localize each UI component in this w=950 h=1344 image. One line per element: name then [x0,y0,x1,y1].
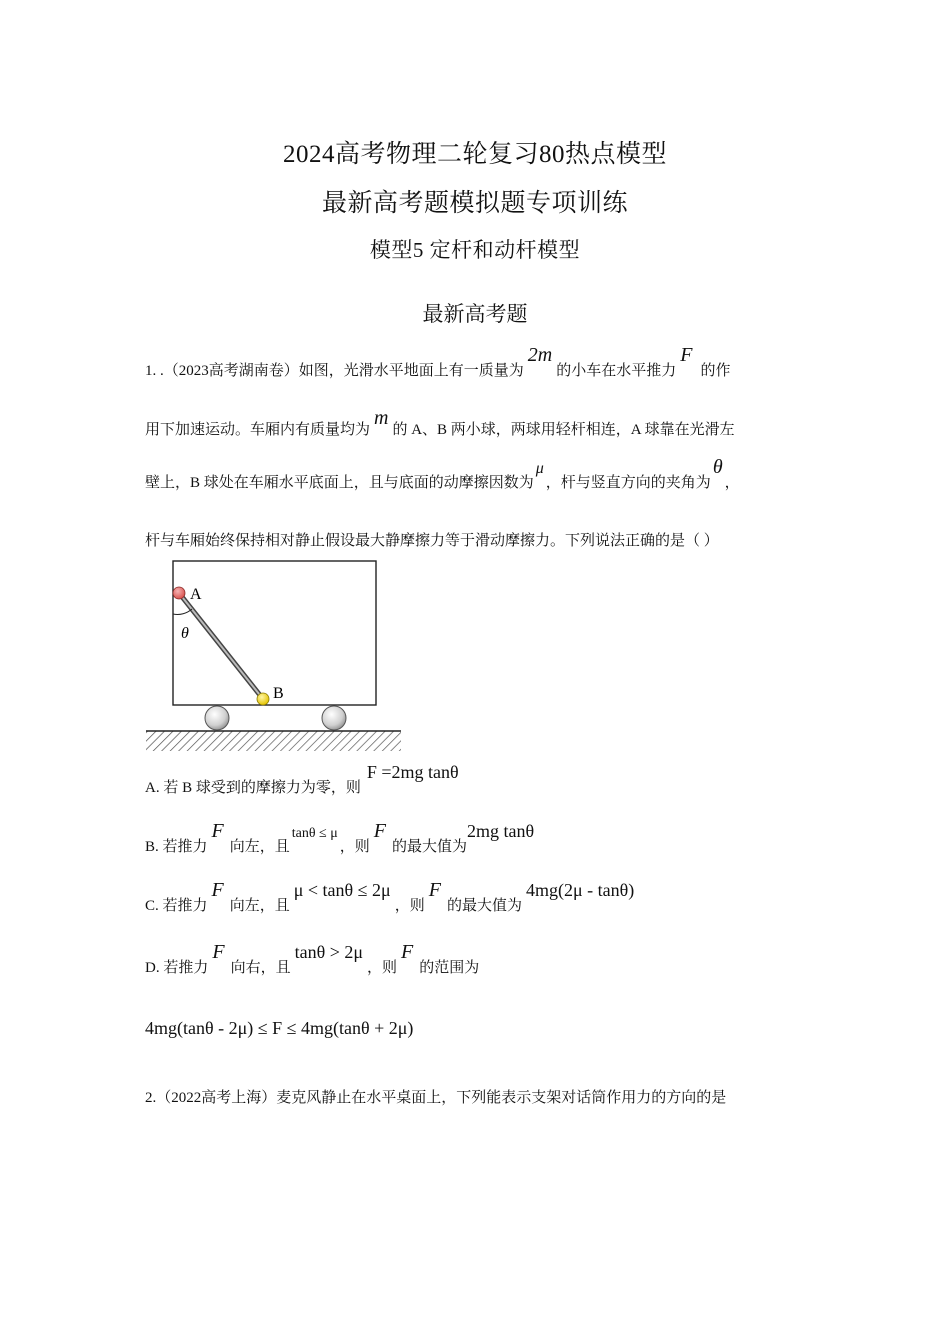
label-A: A [190,586,202,603]
ball-A [173,587,185,599]
section-heading: 最新高考题 [422,302,528,326]
option-C[interactable]: C. 若推力F向左，且μ < tanθ ≤ 2μ，则F的最大值为4mg(2μ - tanθ) [145,879,635,914]
right-wheel [322,706,346,730]
option-B[interactable]: B. 若推力F向左，且tanθ ≤ μ，则F的最大值为2mg tanθ [145,820,535,855]
subtitle: 最新高考题模拟题专项训练 [321,190,628,217]
label-theta: θ [181,625,189,642]
model-title: 模型5 定杆和动杆模型 [369,238,581,262]
option-B-condition: tanθ ≤ μ [291,826,338,841]
mass-2m: 2m [527,344,553,366]
main-title: 2024高考物理二轮复习80热点模型 [282,141,667,168]
force-F: F [680,344,693,366]
question-1-line-2: 用下加速运动。车厢内有质量均为m的 A、B 两小球，两球用轻杆相连，A 球靠在光滑左 [145,407,735,438]
angle-theta: θ [712,456,723,478]
option-B-formula: 2mg tanθ [467,821,535,841]
friction-coefficient-mu: μ [535,460,544,477]
cart-rod-figure [144,556,404,752]
ground-hatching [146,731,401,751]
option-C-formula: 4mg(2μ - tanθ) [525,880,635,900]
cart-body [173,561,376,705]
question-1-line-1: 1. .（2023高考湖南卷）如图，光滑水平地面上有一质量为2m的小车在水平推力F的作 [145,344,731,379]
question-2: 2.（2022高考上海）麦克风静止在水平桌面上，下列能表示支架对话筒作用力的方向的是 [145,1090,727,1106]
option-C-condition: μ < tanθ ≤ 2μ [293,880,391,900]
mass-m: m [374,407,389,429]
option-A-formula: F =2mg tanθ [366,762,459,782]
option-D-range-formula: 4mg(tanθ - 2μ) ≤ F ≤ 4mg(tanθ + 2μ) [145,1018,414,1038]
question-1-line-4: 杆与车厢始终保持相对静止假设最大静摩擦力等于滑动摩擦力。下列说法正确的是（ ） [145,533,719,549]
option-D[interactable]: D. 若推力F向右，且tanθ > 2μ，则F的范围为 [145,941,480,976]
question-1-line-3: 壁上，B 球处在车厢水平底面上，且与底面的动摩擦因数为μ，杆与竖直方向的夹角为θ， [145,456,740,491]
option-A[interactable]: A. 若 B 球受到的摩擦力为零，则F =2mg tanθ [145,762,459,796]
ball-B [257,693,269,705]
option-D-condition: tanθ > 2μ [294,942,363,962]
label-B: B [273,685,284,702]
left-wheel [205,706,229,730]
